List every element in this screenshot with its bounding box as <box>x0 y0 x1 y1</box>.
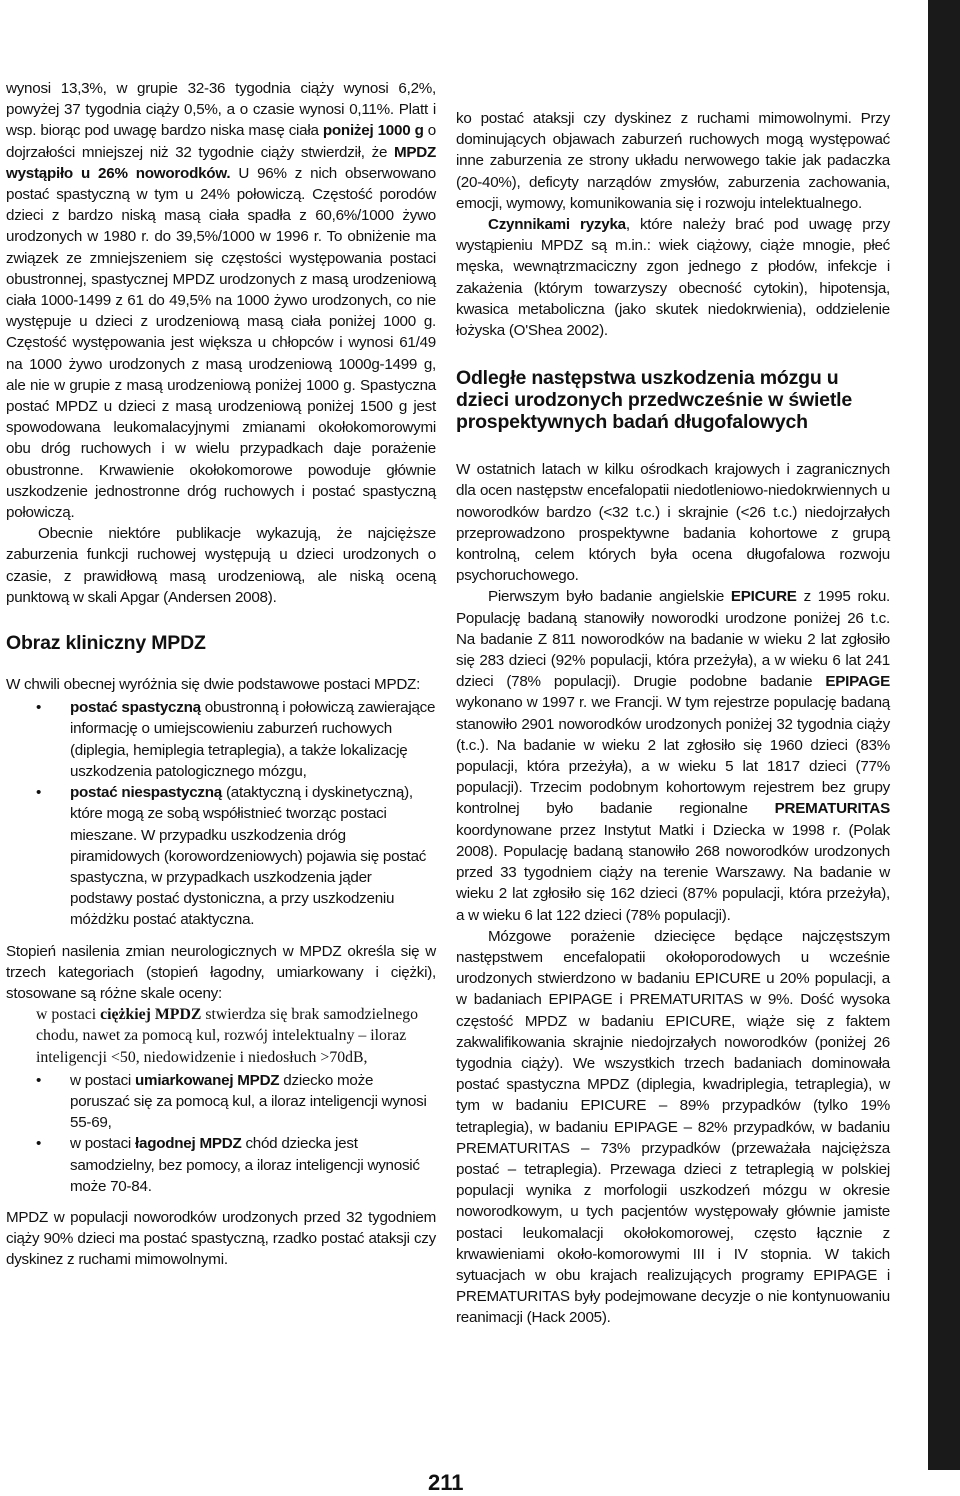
text-run: wynosi 13,3%, w grupie 32-36 tygodnia ciąży wynosi 6,2%, powyżej 37 tygodnia ciąży 0,5%, a o czasie wynosi 0,11%. Platt i wsp. biorąc pod uwagę bardzo niska masę ciała <box>6 80 436 140</box>
bullet-icon: • <box>36 784 42 802</box>
text-run: w postaci <box>70 1135 136 1153</box>
forms-list <box>6 697 436 930</box>
severe-form-note <box>6 1004 436 1068</box>
text-run: koordynowane przez Instytut Matki i Dziecka w 1998 r. (Polak 2008). Populację badaną stanowiło 268 noworodków urodzonych przed 33 tygodniem ciąży na terenie Warszawy. Na badanie w wieku 2 lat zgłosiło się 162 dzieci (87% populacji, która przeżyła), a w wieku 6 lat 122 dzieci (78% populacji). <box>456 821 890 924</box>
list-item <box>6 697 436 782</box>
text-run: wykonano w 1997 r. we Francji. W tym rejestrze populację badaną stanowiło 2901 noworodków urodzonych poniżej 32 tygodnia ciąży (t.c.). Na badanie w wieku 2 lat zgłosiło się 1960 dzieci (83% populacji, która przeżyła), a w wieku 5 lat 1817 dzieci (77% populacji). Trzecim podobnym kohortowym rejestrem bez grupy kontrolnej było badanie regionalne <box>456 694 890 818</box>
text-run: chód dziecka jest samodzielny, bez pomocy, a iloraz inteligencji wynosić może 70-84. <box>70 1135 420 1195</box>
bullet-icon: • <box>36 699 42 717</box>
bold-run: poniżej 1000 g <box>322 122 424 140</box>
right-column <box>456 108 890 1329</box>
left-paragraph-1 <box>6 78 436 523</box>
text-run: w postaci <box>36 1006 101 1024</box>
text-run: , które należy brać pod uwagę przy wystąpieniu MPDZ są m.in.: wiek ciążowy, ciąże mnogie, płeć męska, wewnątrzmaciczny zgon jednego z płodów, infekcje i zakażenia (którym towarzyszy obecność cytokin), hipotensja, kwasica metaboliczna (jako skutek niedokrwienia), oddzielenie łożyska (O'Shea 2002). <box>456 216 890 340</box>
bold-run: łagodnej MPDZ <box>135 1135 242 1153</box>
bold-run: EPICURE <box>730 588 797 606</box>
text-run: stwierdza się brak samodzielnego chodu, nawet za pomocą kul, rozwój intelektualny – iloraz inteligencji <50, niedowidzenie i niedosłuch >70dB, <box>36 1006 419 1066</box>
left-paragraph-5: MPDZ w populacji noworodków urodzonych przed 32 tygodniem ciąży 90% dzieci ma postać spastyczną, rzadko postać ataksji czy dyskinez z ruchami mimowolnymi. <box>6 1208 436 1269</box>
bullet-icon: • <box>36 1071 42 1089</box>
side-title-bar <box>928 0 960 1470</box>
text-run: o dojrzałości mniejszej niż 32 tygodnie ciąży stwierdził, że <box>6 122 436 161</box>
text-run: (ataktyczną i dyskinetyczną), które mogą ze sobą współistnieć tworząc postaci mieszane. W przypadku uszkodzenia dróg piramidowych (korowordzeniowych) pojawia się postać spastyczna, w przypadkach uszkodzenia jąder podstawy postać dystoniczna, a przy uszkodzeniu móżdżku postać ataktyczna. <box>70 784 427 929</box>
left-paragraph-4: Stopień nasilenia zmian neurologicznych w MPDZ określa się w trzech kategoriach (stopień łagodny, umiarkowany i ciężki), stosowane są różne skale oceny: <box>6 942 436 1002</box>
bold-run: EPIPAGE <box>825 673 890 691</box>
bold-run: Czynnikami ryzyka <box>488 216 626 234</box>
text-run: w postaci <box>70 1071 136 1089</box>
left-column <box>6 78 436 1271</box>
list-item <box>6 1133 436 1197</box>
section-heading-clinical-picture: Obraz kliniczny MPDZ <box>6 632 206 655</box>
list-item <box>6 782 436 930</box>
right-paragraph-4 <box>456 586 890 925</box>
bold-run: umiarkowanej MPDZ <box>135 1071 280 1089</box>
right-paragraph-1: ko postać ataksji czy dyskinez z ruchami mimowolnymi. Przy dominujących objawach zaburzeń ruchowych mogą występować inne zaburzenia ze strony układu nerwowego takie jak padaczka (20-40%), deficyty narządów zmysłów, zaburzenia zachowania, emocji, wymowy, komunikowania się i rozwoju intelektualnego. <box>456 110 890 212</box>
text-run: z 1995 roku. Populację badaną stanowiły noworodki urodzone poniżej 26 t.c. Na badanie Z 811 noworodków na badanie w wieku 2 lat zgłosiło się 283 dzieci (92% populacji, która przeżyła), a w wieku 6 lat 241 dzieci (78% populacji). Drugie podobne badanie <box>456 588 890 691</box>
left-paragraph-2: Obecnie niektóre publikacje wykazują, że najcięższe zaburzenia funkcji ruchowej występują u dzieci urodzonych o czasie, z prawidłową masą urodzeniową, ale niską oceną punktową w skali Apgar (Andersen 2008). <box>6 525 436 606</box>
text-run: obustronną i połowiczą zawierające informację o umiejscowieniu zaburzeń ruchowych (diplegia, hemiplegia tetraplegia), a także lokalizację uszkodzenia patologicznego mózgu, <box>70 699 436 780</box>
right-paragraph-3: W ostatnich latach w kilku ośrodkach krajowych i zagranicznych dla ocen następstw encefalopatii niedotleniowo-niedokrwiennych u noworodków bardzo (<32 t.c.) i skrajnie (<26 t.c.) niedojrzałych przeprowadzono prospektywne badania kohortowe z grupą kontrolną, celem których była ocena długofalowa rozwoju psychoruchowego. <box>456 461 890 585</box>
page-number: 211 <box>428 1470 464 1495</box>
section-heading-long-term-outcomes: Odległe następstwa uszkodzenia mózgu u dzieci urodzonych przedwcześnie w świetle prospektywnych badań długofalowych <box>456 367 852 434</box>
severity-list <box>6 1070 436 1197</box>
bold-run: ciężkiej MPDZ <box>100 1006 202 1024</box>
left-paragraph-3: W chwili obecnej wyróżnia się dwie podstawowe postaci MPDZ: <box>6 676 421 694</box>
right-paragraph-5: Mózgowe porażenie dziecięce będące najczęstszym następstwem encefalopatii okołoporodowych u wcześnie urodzonych stwierdzono w badaniu EPICURE u 20% populacji, a w badaniach EPIPAGE i PREMATURITAS w 9%. Dość wysoka częstość MPDZ w badaniu EPICURE, wiąże się z faktem zakwalifikowania skrajnie niedojrzałych noworodków (poniżej 26 tygodnia ciąży). We wszystkich trzech badaniach dominowała postać spastyczna MPDZ (diplegia, kwadriplegia, tetraplegia), w tym w badaniu EPICURE – 89% przypadków (tylko 19% tetraplegia), w badaniu EPIPAGE – 82% przypadków, w badaniu PREMATURITAS – 73% przypadków (przeważała najcięższa postać – tetraplegia). Przewaga dzieci z tetraplegią w polskiej populacji wynika z morfologii uszkodzeń mózgu w okresie noworodkowym, u tych pacjentów występowały głównie jamiste postaci leukomalacji okołokomorowej, często łącznie z krwawieniami około-komorowymi III i IV stopnia. W takich sytuacjach w obu krajach realizujących programy EPIPAGE i PREMATURITAS były podejmowane decyzje o nie kontynuowaniu reanimacji (Hack 2005). <box>456 927 890 1327</box>
right-paragraph-2 <box>456 214 890 341</box>
bullet-icon: • <box>36 1135 42 1153</box>
text-run: dziecko może poruszać się za pomocą kul, a iloraz inteligencji wynosi 55-69, <box>70 1071 427 1132</box>
list-item <box>6 1070 436 1134</box>
bold-run: PREMATURITAS <box>774 800 890 818</box>
bold-run: postać spastyczną <box>70 699 201 717</box>
bold-run: MPDZ wystąpiło u 26% noworodków. <box>6 143 436 182</box>
bold-run: postać niespastyczną <box>70 784 222 802</box>
text-run: Pierwszym było badanie angielskie <box>488 588 731 606</box>
text-run: U 96% z nich obserwowano postać spastyczną w tym u 24% połowiczą. Częstość porodów dzieci z bardzo niską masą ciała spadła z 60,6%/1000 żywo urodzonych w 1980 r. do 39,5%/1000 w 1996 r. To obniżenie ma związek ze zmniejszeniem się częstości występowania postaci obustronnej, spastycznej MPDZ urodzonych z masą urodzeniową ciała 1000-1499 z 61 do 49,5% na 1000 żywo urodzonych, co nie występuje u dzieci z urodzeniową masą ciała poniżej 1000 g. Częstość występowania jest większa u chłopców i wynosi 61/49 na 1000 żywo urodzonych z masą urodzeniową 1000g-1499 g, ale nie w grupie z masą urodzeniową poniżej 1000 g. Spastyczna postać MPDZ u dzieci z masą urodzeniową poniżej 1500 g jest spowodowana leukomalacyjnymi zmianami okołokomorowymi obu dróg ruchowych i w wielu przypadkach daje porażenie obustronne. Krwawienie okołokomorowe powoduje głównie uszkodzenie jednostronne dróg ruchowych i postać spastyczną połowiczą. <box>6 164 437 522</box>
